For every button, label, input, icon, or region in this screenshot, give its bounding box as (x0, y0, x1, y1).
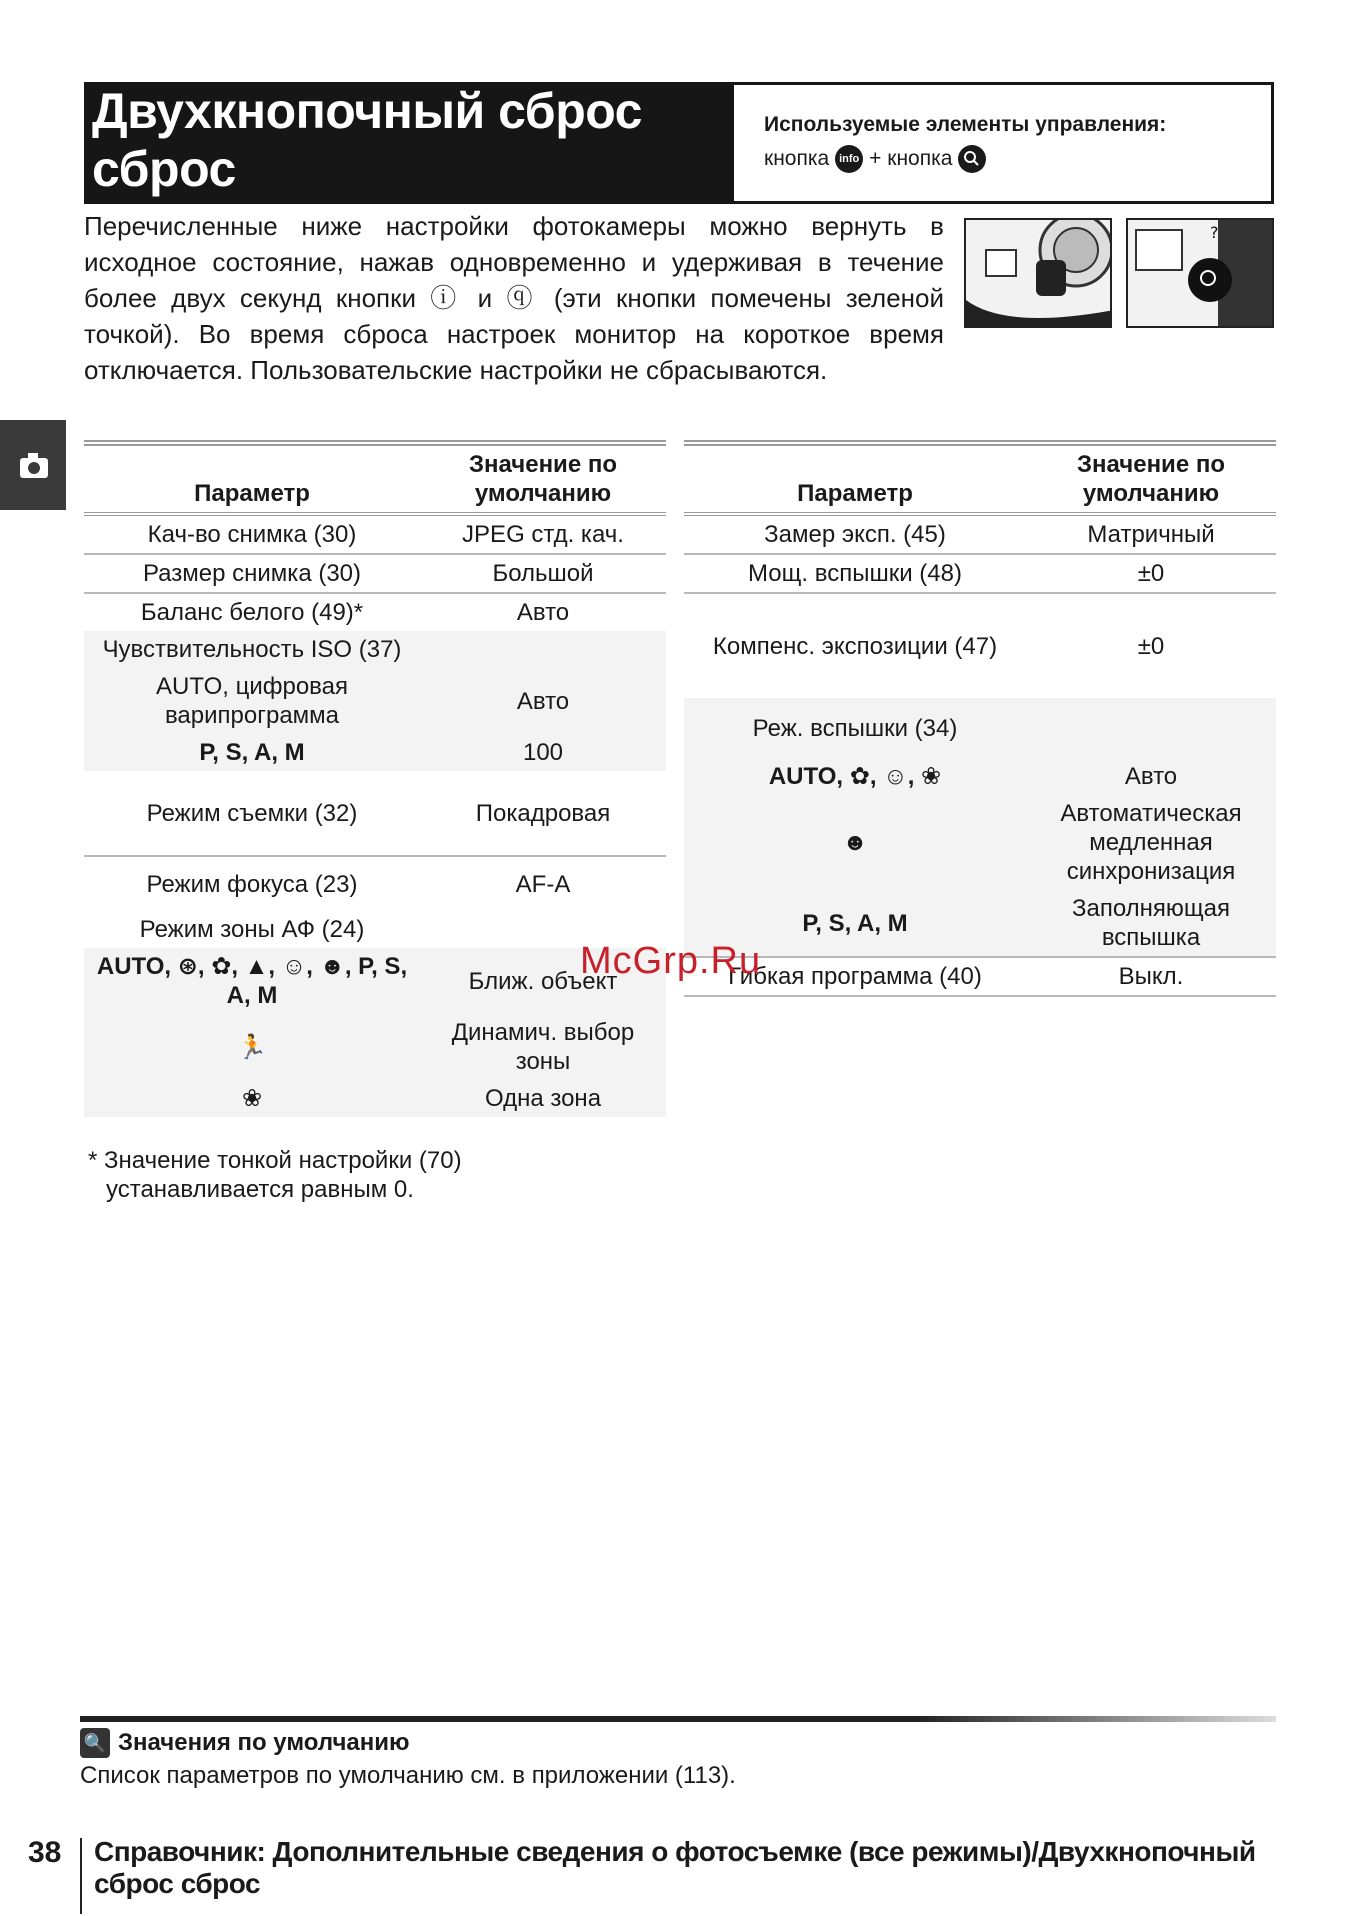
value-cell: Ближ. объект (420, 948, 666, 1014)
magnifier-note-icon: 🔍 (80, 1728, 110, 1758)
param-cell: Замер эксп. (45) (684, 514, 1026, 554)
param-cell: P, S, A, M (684, 890, 1026, 957)
table-header (84, 443, 666, 514)
param-cell: P, S, A, M (84, 734, 420, 771)
table-row (684, 698, 1276, 758)
value-cell (1026, 698, 1276, 758)
param-cell: Режим фокуса (23) (146, 870, 358, 898)
controls-title: Используемые элементы управления: (764, 113, 1167, 136)
footer-divider (80, 1838, 82, 1914)
param-cell: Гибкая программа (40) (684, 957, 1026, 996)
value-cell: Заполняющая вспышка (1026, 890, 1276, 957)
table-row (684, 554, 1276, 593)
footnote-line-2: устанавливается равным 0. (106, 1176, 414, 1203)
table-row (84, 1014, 666, 1080)
value-cell: Выкл. (1026, 957, 1276, 996)
camera-tab (0, 420, 66, 510)
column-header-param: Параметр (797, 480, 913, 507)
note-heading (80, 1728, 410, 1758)
table-row (684, 514, 1276, 554)
value-cell: ±0 (1026, 554, 1276, 593)
table-row (84, 948, 666, 1014)
intro-paragraph: Перечисленные ниже настройки фотокамеры можно вернуть в исходное состояние, нажав одновременно и удерживая в течение более двух секунд кнопки ⓘ и ⓠ (эти кнопки помечены зеленой точкой). Во время сброса настроек монитор на короткое время отключается. Пользовательские настройки не сбрасываются. (84, 211, 944, 385)
controls-buttons (764, 145, 986, 173)
footnote (88, 1146, 462, 1204)
controls-box (734, 82, 1274, 204)
table-row (84, 734, 666, 771)
table-row (84, 1080, 666, 1117)
param-cell: Кач-во снимка (30) (84, 514, 420, 554)
page-number: 38 (28, 1836, 62, 1869)
value-cell: Покадровая (420, 771, 666, 856)
value-cell: Одна зона (420, 1080, 666, 1117)
value-cell: Динамич. выбор зоны (420, 1014, 666, 1080)
param-cell: Режим зоны АФ (24) (139, 916, 365, 943)
param-cell: ❀ (84, 1080, 420, 1117)
value-cell: Матричный (1026, 514, 1276, 554)
watermark: McGrp.Ru (580, 940, 762, 982)
table-row (84, 771, 666, 856)
footnote-line-1: * Значение тонкой настройки (70) (88, 1147, 462, 1174)
table-row (84, 856, 666, 911)
param-cell: ☻ (684, 795, 1026, 890)
table-row (84, 911, 666, 948)
param-cell: Размер снимка (30) (84, 554, 420, 593)
param-cell: AUTO, цифровая варипрограмма (84, 668, 420, 734)
param-cell: Баланс белого (49)* (140, 599, 364, 626)
note-divider (80, 1716, 1276, 1722)
title-line-2: сброс (92, 141, 236, 197)
camera-icon (0, 420, 66, 510)
table-row (684, 593, 1276, 698)
table-header (684, 443, 1276, 514)
zoom-button-icon (958, 145, 986, 173)
note-title: Значения по умолчанию (118, 1729, 410, 1756)
camera-illustration-left (964, 218, 1112, 328)
value-cell: 100 (420, 734, 666, 771)
footer-section-title: Справочник: Дополнительные сведения о фотосъемке (все режимы)/Двухкнопочный сброс сброс (94, 1836, 1256, 1899)
page-title (92, 82, 642, 198)
column-header-default: Значение по умолчанию (1077, 451, 1225, 507)
table-row (684, 758, 1276, 795)
table-row (684, 957, 1276, 996)
camera-illustration-right (1126, 218, 1274, 328)
right-defaults-table (684, 440, 1276, 997)
table-row (684, 795, 1276, 890)
value-cell: Автоматическая медленная синхронизация (1026, 795, 1276, 890)
value-cell (420, 631, 666, 668)
table-row (84, 514, 666, 554)
table-row (84, 554, 666, 593)
value-cell: Авто (516, 599, 570, 626)
column-header-param: Параметр (194, 480, 310, 507)
column-header-default: Значение по умолчанию (469, 451, 617, 507)
value-cell: Авто (1026, 758, 1276, 795)
button1-label: кнопка (764, 147, 830, 170)
param-cell: Чувствительность ISO (37) (84, 631, 420, 668)
param-cell: AUTO, ⊛, ✿, ▲, ☺, ☻, P, S, A, M (84, 948, 420, 1014)
param-cell: AUTO, ✿, ☺, ❀ (684, 758, 1026, 795)
table-row (84, 668, 666, 734)
param-cell: Режим съемки (32) (84, 771, 420, 856)
plus-label: + кнопка (869, 147, 953, 170)
param-cell: Мощ. вспышки (48) (684, 554, 1026, 593)
value-cell: Авто (420, 668, 666, 734)
title-line-1: Двухкнопочный сброс (92, 83, 642, 139)
value-cell: ±0 (1137, 632, 1165, 660)
table-row (84, 631, 666, 668)
info-button-icon: info (835, 145, 863, 173)
note-text: Список параметров по умолчанию см. в приложении (113). (80, 1762, 736, 1789)
svg-text:?: ? (1210, 223, 1219, 242)
param-cell: Реж. вспышки (34) (684, 698, 1026, 758)
param-cell: 🏃 (84, 1014, 420, 1080)
left-defaults-table (84, 440, 666, 1117)
param-cell: Компенс. экспозиции (47) (712, 632, 998, 660)
table-row (684, 890, 1276, 957)
table-row (84, 593, 666, 631)
value-cell: JPEG стд. кач. (420, 514, 666, 554)
value-cell: Большой (420, 554, 666, 593)
value-cell: AF-A (515, 870, 571, 898)
page-title-block (84, 82, 734, 204)
